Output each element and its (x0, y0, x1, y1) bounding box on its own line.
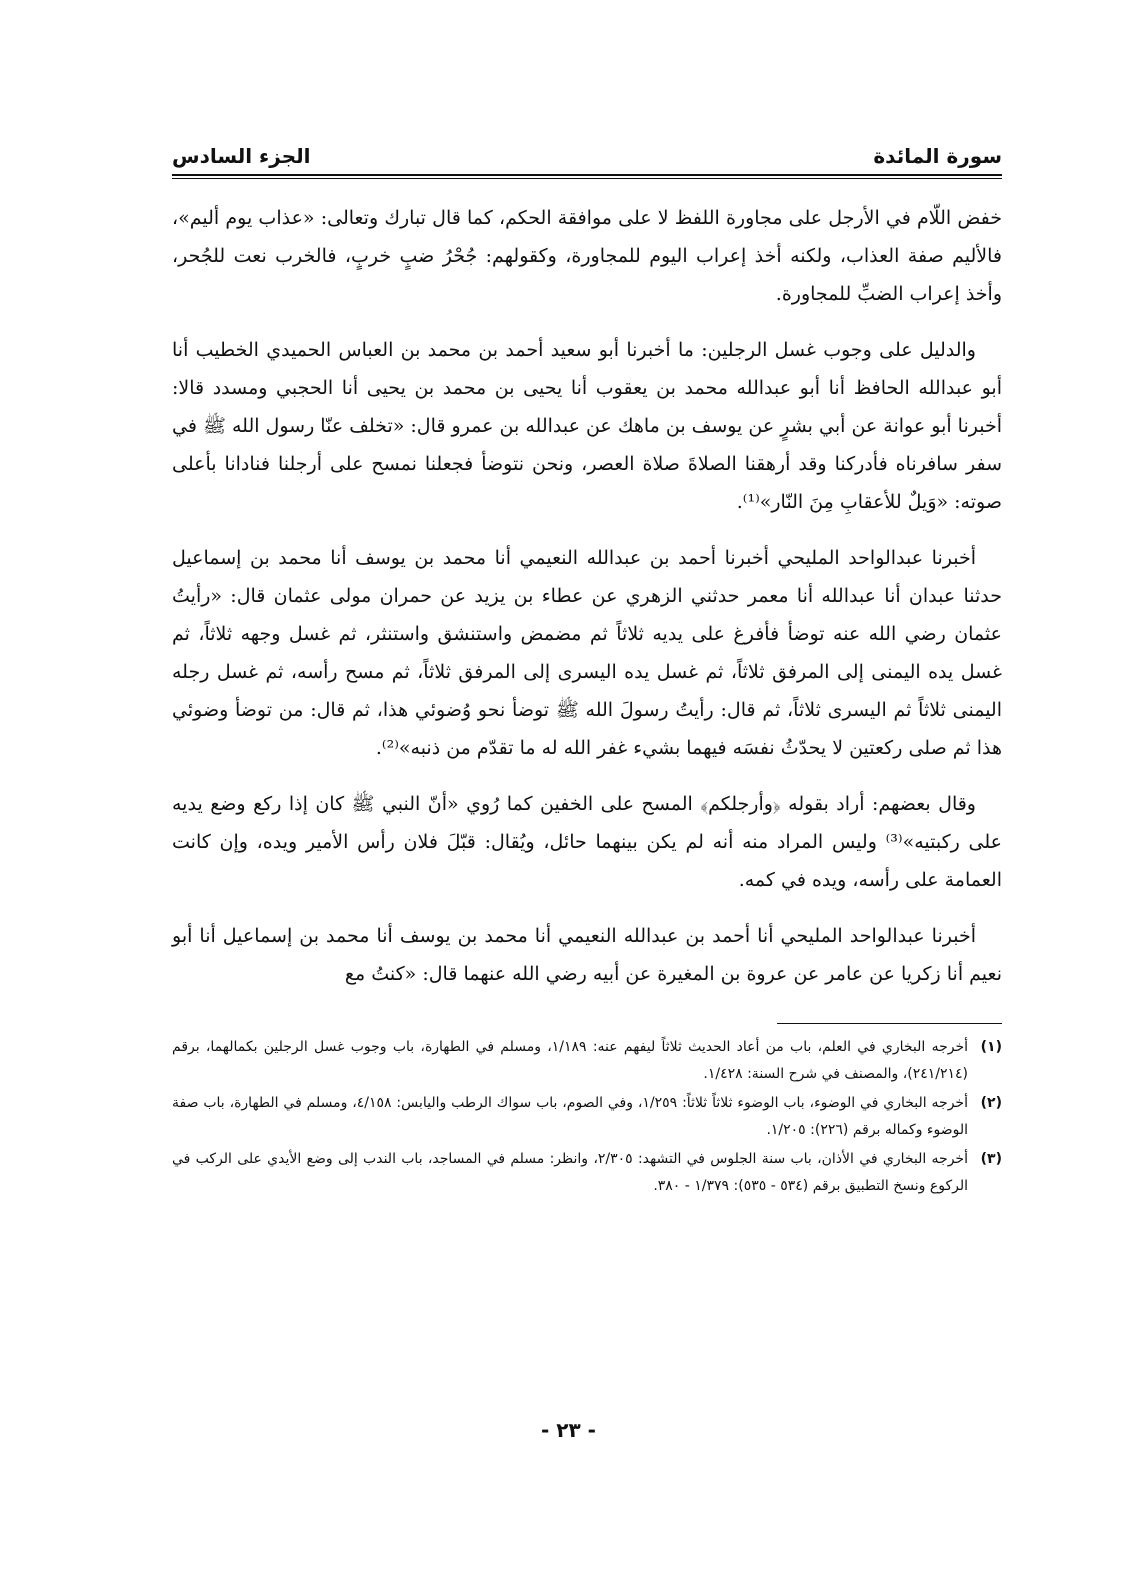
running-header (172, 128, 1002, 168)
paragraph: أخبرنا عبدالواحد المليحي أخبرنا أحمد بن عبدالله النعيمي أنا محمد بن يوسف أنا محمد بن إسماعيل حدثنا عبدان أنا عبدالله أنا معمر حدثني الزهري عن عطاء بن يزيد عن حمران مولى عثمان قال: «رأيتُ عثمان رضي الله عنه توضأ فأفرغ على يديه ثلاثاً ثم مضمض واستنشق واستنثر، ثم غسل وجهه ثلاثاً، ثم غسل يده اليمنى إلى المرفق ثلاثاً، ثم غسل يده اليسرى إلى المرفق ثلاثاً، ثم مسح رأسه، ثم غسل رجله اليمنى ثلاثاً ثم اليسرى ثلاثاً، ثم قال: رأيتُ رسولَ الله ﷺ توضأ نحو وُضوئي هذا، ثم قال: من توضأ وضوئي هذا ثم صلى ركعتين لا يحدّثُ نفسَه فيهما بشيء غفر الله له ما تقدّم من ذنبه»⁽²⁾. (172, 547, 1002, 759)
footnotes (172, 1034, 1002, 1200)
surah-title: سورة المائدة (873, 144, 1002, 168)
footnote-text: أخرجه البخاري في الأذان، باب سنة الجلوس في التشهد: ٢/٣٠٥، وانظر: مسلم في المساجد، باب الندب إلى وضع الأيدي على الركب في الركوع ونسخ التطبيق برقم (٥٣٤ - ٥٣٥): ١/٣٧٩ - ٣٨٠. (172, 1151, 968, 1194)
footnote-text: أخرجه البخاري في العلم، باب من أعاد الحديث ثلاثاً ليفهم عنه: ١/١٨٩، ومسلم في الطهارة، باب وجوب غسل الرجلين بكمالهما، برقم (٢٤١/٢١٤)، والمصنف في شرح السنة: ١/٤٢٨. (172, 1039, 968, 1082)
document-page (172, 128, 1002, 1202)
footnote-item (172, 1034, 1002, 1088)
header-rule (172, 174, 1002, 179)
page-number: - ٢٣ - (541, 1418, 596, 1442)
main-text (172, 199, 1002, 993)
footnote-number: (١) (980, 1039, 1002, 1055)
footnote-number: (٣) (980, 1151, 1002, 1167)
footnote-item (172, 1146, 1002, 1200)
footnote-number: (٢) (980, 1095, 1002, 1111)
footnote-item (172, 1090, 1002, 1144)
paragraph: خفض اللّام في الأرجل على مجاورة اللفظ لا على موافقة الحكم، كما قال تبارك وتعالى: «عذاب يوم أليم»، فالأليم صفة العذاب، ولكنه أخذ إعراب اليوم للمجاورة، وكقولهم: جُحْرُ ضبٍ خربٍ، فالخرب نعت للجُحر، وأخذ إعراب الضبِّ للمجاورة. (172, 207, 1002, 305)
volume-title: الجزء السادس (172, 144, 311, 168)
footnote-text: أخرجه البخاري في الوضوء، باب الوضوء ثلاثاً ثلاثاً: ١/٢٥٩، وفي الصوم، باب سواك الرطب واليابس: ٤/١٥٨، ومسلم في الطهارة، باب صفة الوضوء وكماله برقم (٢٢٦): ١/٢٠٥. (172, 1095, 968, 1138)
paragraph: والدليل على وجوب غسل الرجلين: ما أخبرنا أبو سعيد أحمد بن محمد بن العباس الحميدي الخطيب أنا أبو عبدالله الحافظ أنا أبو عبدالله محمد بن يعقوب أنا يحيى بن محمد بن يحيى أنا الحجبي ومسدد قالا: أخبرنا أبو عوانة عن أبي بشرٍ عن يوسف بن ماهك عن عبدالله بن عمرو قال: «تخلف عنّا رسول الله ﷺ في سفر سافرناه فأدركنا وقد أرهقنا الصلاةَ صلاة العصر، ونحن نتوضأ فجعلنا نمسح على أرجلنا فنادانا بأعلى صوته: «وَيلٌ للأعقابِ مِنَ النّار»⁽¹⁾. (172, 339, 1002, 513)
paragraph: أخبرنا عبدالواحد المليحي أنا أحمد بن عبدالله النعيمي أنا محمد بن يوسف أنا محمد بن إسماعيل أنا أبو نعيم أنا زكريا عن عامر عن عروة بن المغيرة عن أبيه رضي الله عنهما قال: «كنتُ مع (172, 925, 1002, 985)
paragraph: وقال بعضهم: أراد بقوله ﴿وأرجلكم﴾ المسح على الخفين كما رُوي «أنّ النبي ﷺ كان إذا ركع وضع يديه على ركبتيه»⁽³⁾ وليس المراد منه أنه لم يكن بينهما حائل، ويُقال: قبّلَ فلان رأس الأمير ويده، وإن كانت العمامة على رأسه، ويده في كمه. (172, 793, 1003, 891)
footnote-rule (777, 1023, 1002, 1024)
